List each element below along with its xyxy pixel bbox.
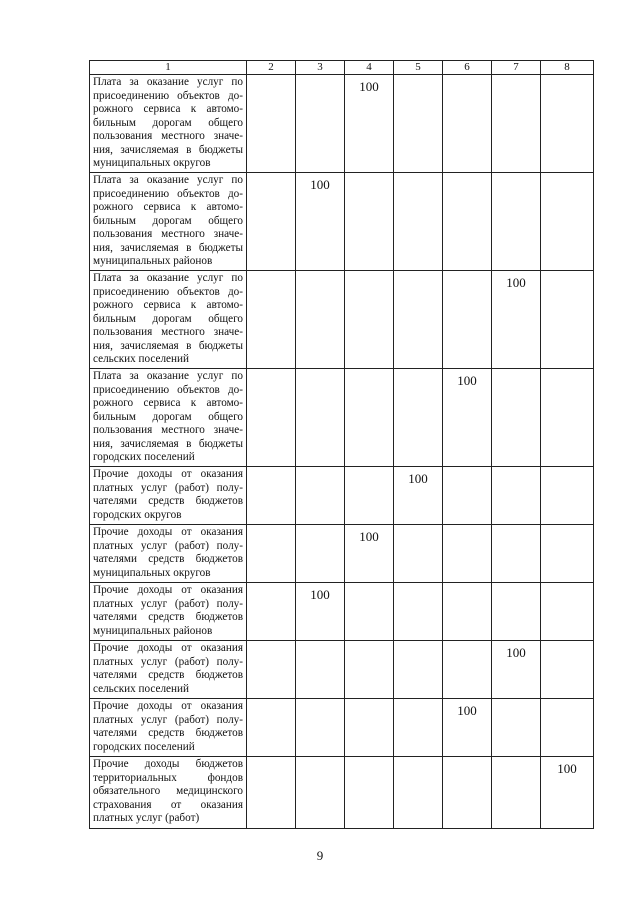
description-line: рожного сервиса к автомо- <box>93 397 243 409</box>
empty-cell <box>443 75 492 173</box>
revenue-description-cell <box>90 583 247 641</box>
description-line: Прочие доходы от оказания <box>93 642 243 654</box>
column-header-4: 4 <box>345 61 394 75</box>
empty-cell <box>296 75 345 173</box>
empty-cell <box>296 467 345 525</box>
empty-cell <box>492 699 541 757</box>
description-line: муниципальных округов <box>93 157 211 169</box>
revenue-description-cell <box>90 173 247 271</box>
description-line: территориальных фондов <box>93 771 243 784</box>
description-line: городских поселений <box>93 740 195 753</box>
percentage-value-cell: 100 <box>443 699 492 757</box>
description-line: бильным дорогам общего <box>93 116 243 129</box>
table-row <box>90 699 594 757</box>
description-line: Прочие доходы от оказания <box>93 700 243 712</box>
revenue-description-cell <box>90 525 247 583</box>
empty-cell <box>345 699 394 757</box>
description-line: бильным дорогам общего <box>93 410 243 423</box>
empty-cell <box>345 641 394 699</box>
table-body <box>90 75 594 829</box>
table-row <box>90 467 594 525</box>
empty-cell <box>541 173 594 271</box>
description-line: Плата за оказание услуг по <box>93 272 243 284</box>
description-line: страхования от оказания <box>93 798 243 811</box>
empty-cell <box>296 699 345 757</box>
empty-cell <box>492 467 541 525</box>
empty-cell <box>443 173 492 271</box>
description-line: рожного сервиса к автомо- <box>93 201 243 213</box>
table-row <box>90 583 594 641</box>
empty-cell <box>247 369 296 467</box>
description-line: чателями средств бюджетов <box>93 727 243 739</box>
description-line: бильным дорогам общего <box>93 312 243 325</box>
column-header-1: 1 <box>90 61 247 75</box>
empty-cell <box>247 699 296 757</box>
description-line: муниципальных округов <box>93 566 211 579</box>
description-line: бильным дорогам общего <box>93 214 243 227</box>
empty-cell <box>394 757 443 829</box>
description-line: Прочие доходы бюджетов <box>93 758 243 770</box>
description-line: городских поселений <box>93 451 195 463</box>
revenue-description-cell <box>90 369 247 467</box>
empty-cell <box>247 641 296 699</box>
percentage-value-cell: 100 <box>492 271 541 369</box>
description-line: чателями средств бюджетов <box>93 495 243 507</box>
column-header-2: 2 <box>247 61 296 75</box>
empty-cell <box>541 75 594 173</box>
description-line: присоединению объектов до- <box>93 89 243 102</box>
empty-cell <box>492 757 541 829</box>
description-line: платных услуг (работ) полу- <box>93 655 243 668</box>
description-line: платных услуг (работ) полу- <box>93 539 243 552</box>
empty-cell <box>541 369 594 467</box>
empty-cell <box>443 271 492 369</box>
empty-cell <box>443 641 492 699</box>
empty-cell <box>541 271 594 369</box>
column-header-7: 7 <box>492 61 541 75</box>
description-line: присоединению объектов до- <box>93 187 243 200</box>
percentage-value-cell: 100 <box>541 757 594 829</box>
description-line: рожного сервиса к автомо- <box>93 103 243 115</box>
empty-cell <box>394 75 443 173</box>
description-line: платных услуг (работ) <box>93 812 200 824</box>
description-line: пользования местного значе- <box>93 326 243 338</box>
empty-cell <box>492 75 541 173</box>
budget-distribution-table <box>89 60 594 829</box>
table-row <box>90 525 594 583</box>
description-line: присоединению объектов до- <box>93 383 243 396</box>
empty-cell <box>492 583 541 641</box>
empty-cell <box>296 525 345 583</box>
empty-cell <box>541 467 594 525</box>
empty-cell <box>296 271 345 369</box>
column-header-6: 6 <box>443 61 492 75</box>
page-number: 9 <box>316 848 324 863</box>
empty-cell <box>492 369 541 467</box>
empty-cell <box>492 173 541 271</box>
empty-cell <box>247 525 296 583</box>
revenue-description-cell <box>90 699 247 757</box>
percentage-value-cell: 100 <box>345 75 394 173</box>
empty-cell <box>296 641 345 699</box>
percentage-value-cell: 100 <box>345 525 394 583</box>
description-line: платных услуг (работ) полу- <box>93 713 243 726</box>
empty-cell <box>394 173 443 271</box>
empty-cell <box>247 173 296 271</box>
empty-cell <box>443 757 492 829</box>
empty-cell <box>394 525 443 583</box>
description-line: сельских поселений <box>93 353 189 365</box>
description-line: пользования местного значе- <box>93 228 243 240</box>
percentage-value-cell: 100 <box>492 641 541 699</box>
empty-cell <box>247 757 296 829</box>
empty-cell <box>345 271 394 369</box>
description-line: присоединению объектов до- <box>93 285 243 298</box>
description-line: чателями средств бюджетов <box>93 611 243 623</box>
empty-cell <box>443 525 492 583</box>
column-header-3: 3 <box>296 61 345 75</box>
table-row <box>90 641 594 699</box>
description-line: ния, зачисляемая в бюджеты <box>93 339 243 352</box>
empty-cell <box>247 467 296 525</box>
empty-cell <box>394 271 443 369</box>
revenue-description-cell <box>90 467 247 525</box>
description-line: пользования местного значе- <box>93 130 243 142</box>
table-row <box>90 369 594 467</box>
empty-cell <box>247 583 296 641</box>
description-line: Плата за оказание услуг по <box>93 370 243 382</box>
column-header-8: 8 <box>541 61 594 75</box>
description-line: муниципальных районов <box>93 624 213 637</box>
description-line: ния, зачисляемая в бюджеты <box>93 241 243 254</box>
revenue-description-cell <box>90 271 247 369</box>
empty-cell <box>394 699 443 757</box>
empty-cell <box>247 271 296 369</box>
description-line: ния, зачисляемая в бюджеты <box>93 437 243 450</box>
empty-cell <box>345 369 394 467</box>
table-header-row <box>90 61 594 75</box>
percentage-value-cell: 100 <box>296 173 345 271</box>
empty-cell <box>541 525 594 583</box>
empty-cell <box>345 583 394 641</box>
table-row <box>90 757 594 829</box>
description-line: Плата за оказание услуг по <box>93 76 243 88</box>
revenue-description-cell <box>90 75 247 173</box>
description-line: Прочие доходы от оказания <box>93 526 243 538</box>
empty-cell <box>541 583 594 641</box>
percentage-value-cell: 100 <box>394 467 443 525</box>
description-line: ния, зачисляемая в бюджеты <box>93 143 243 156</box>
description-line: платных услуг (работ) полу- <box>93 597 243 610</box>
empty-cell <box>541 699 594 757</box>
description-line: Прочие доходы от оказания <box>93 468 243 480</box>
description-line: обязательного медицинского <box>93 785 243 797</box>
description-line: чателями средств бюджетов <box>93 669 243 681</box>
description-line: муниципальных районов <box>93 255 213 267</box>
empty-cell <box>443 467 492 525</box>
table-row <box>90 173 594 271</box>
description-line: рожного сервиса к автомо- <box>93 299 243 311</box>
description-line: пользования местного значе- <box>93 424 243 436</box>
column-header-5: 5 <box>394 61 443 75</box>
table-row <box>90 75 594 173</box>
description-line: сельских поселений <box>93 682 189 695</box>
empty-cell <box>345 467 394 525</box>
description-line: Прочие доходы от оказания <box>93 584 243 596</box>
empty-cell <box>541 641 594 699</box>
revenue-description-cell <box>90 641 247 699</box>
revenue-description-cell <box>90 757 247 829</box>
description-line: Плата за оказание услуг по <box>93 174 243 186</box>
description-line: городских округов <box>93 508 182 521</box>
empty-cell <box>394 369 443 467</box>
table-row <box>90 271 594 369</box>
empty-cell <box>394 583 443 641</box>
empty-cell <box>247 75 296 173</box>
percentage-value-cell: 100 <box>296 583 345 641</box>
empty-cell <box>492 525 541 583</box>
empty-cell <box>345 173 394 271</box>
empty-cell <box>296 757 345 829</box>
empty-cell <box>394 641 443 699</box>
empty-cell <box>345 757 394 829</box>
percentage-value-cell: 100 <box>443 369 492 467</box>
description-line: чателями средств бюджетов <box>93 553 243 565</box>
empty-cell <box>443 583 492 641</box>
empty-cell <box>296 369 345 467</box>
description-line: платных услуг (работ) полу- <box>93 481 243 494</box>
